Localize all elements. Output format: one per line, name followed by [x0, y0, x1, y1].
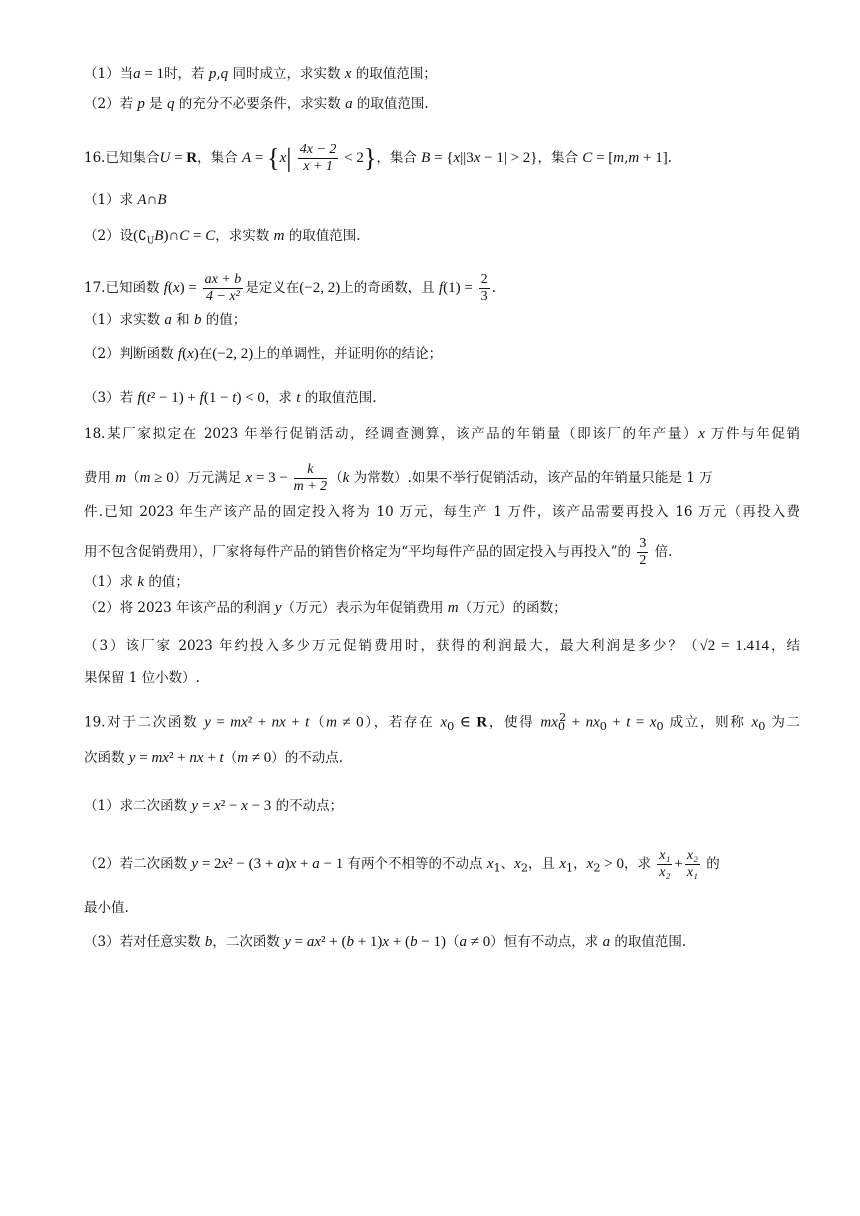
- text-line-q19-b: 次函数 y = mx² + nx + t（m ≠ 0）的不动点.: [84, 750, 344, 766]
- text-line-q17-3: （3）若 f(t² − 1) + f(1 − t) < 0，求 t 的取值范围.: [84, 390, 377, 406]
- text-line-q19-2: （2）若二次函数 y = 2x² − (3 + a)x + a − 1 有两个不相等的不动点 $x_1$、$x_2$，且 $x_1$，$x_2 > 0$，求 $\frac{\text{x₁}}{\text{x₂}}$ + $\frac{\text{x₂}}{\text{x₁}}$ 的: [84, 848, 720, 880]
- text-line-q18-a: 18.某厂家拟定在 2023 年举行促销活动，经调查测算，该产品的年销量（即该厂的年产量）x 万件与年促销: [84, 426, 800, 442]
- text-line-q18-4: 果保留 1 位小数）.: [84, 670, 200, 686]
- text-line-q18-1: （1）求 k 的值；: [84, 574, 189, 590]
- text-line-q18-2: （2）将 2023 年该产品的利润 y（万元）表示为年促销费用 m（万元）的函数；: [84, 600, 567, 616]
- text-line-q19-1: （1）求二次函数 y = x² − x − 3 的不动点；: [84, 798, 344, 814]
- text-line-q19-3: （3）若对任意实数 b，二次函数 y = ax² + (b + 1)x + (b − 1)（a ≠ 0）恒有不动点，求 a 的取值范围.: [84, 934, 687, 950]
- text-line-q18-3: （3）该厂家 2023 年约投入多少万元促销费用时，获得的利润最大，最大利润是多少？（√2 = 1.414，结: [84, 638, 801, 654]
- text-line-q18-c: 件.已知 2023 年生产该产品的固定投入将为 10 万元，每生产 1 万件，该产品需要再投入 16 万元（再投入费: [84, 504, 800, 520]
- text-line-q16: 16.已知集合U = R，集合 A = {x| $\frac{4x - 2}{x + 1}$ < 2}，集合 B = {x||3x − 1| > 2}，集合 C = [m,m + 1].: [84, 142, 673, 174]
- text-line-q16-1: （1）求 A∩B: [84, 192, 167, 208]
- text-line-q15-1: （1）当a = 1时，若 p,q 同时成立，求实数 x 的取值范围；: [84, 66, 437, 82]
- text-line-q17-1: （1）求实数 a 和 b 的值；: [84, 312, 247, 328]
- text-line-q19-2b: 最小值.: [84, 900, 129, 916]
- text-line-q18-d: 用不包含促销费用），厂家将每件产品的销售价格定为“平均每件产品的固定投入与再投入”的 $\frac{3}{2}$ 倍.: [84, 536, 673, 568]
- text-line-q17-2: （2）判断函数 f(x)在(−2, 2)上的单调性，并证明你的结论；: [84, 346, 443, 362]
- text-line-q15-2: （2）若 p 是 q 的充分不必要条件，求实数 a 的取值范围.: [84, 96, 429, 112]
- text-line-q18-b: 费用 m（m ≥ 0）万元满足 x = 3 − $\frac{k}{m + 2}$ （k 为常数）.如果不举行促销活动，该产品的年销量只能是 1 万: [84, 462, 713, 494]
- text-line-q19-a: 19.对于二次函数 y = mx² + nx + t（m ≠ 0），若存在 $x_0$ ∈ R，使得 $mx_0^2 + nx_0 + t = x_0$ 成立，则称 $x_0$ 为二: [84, 711, 801, 734]
- text-line-q16-2: （2）设$(∁_UB)\cap C = C$，求实数 m 的取值范围.: [84, 228, 361, 247]
- text-line-q17: 17.已知函数 f(x) = $\frac{ax + b}{\text{4 − x²}}$ 是定义在(−2, 2)上的奇函数，且 f(1) = $\frac{2}{3}$ .: [84, 272, 496, 304]
